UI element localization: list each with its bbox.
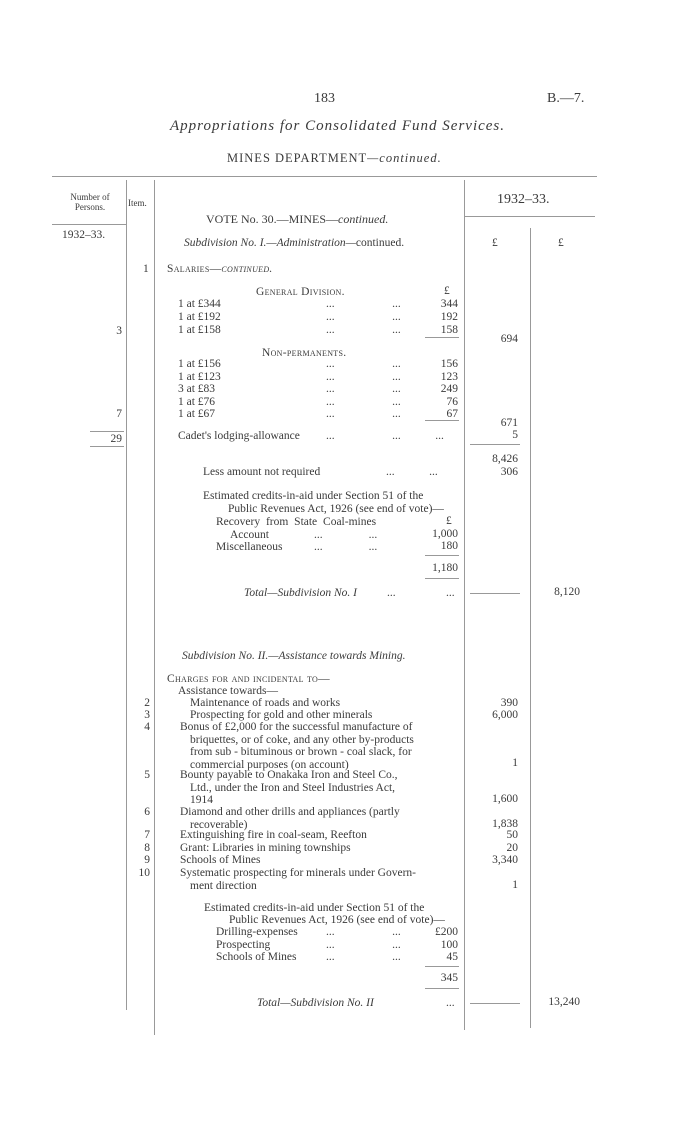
persons-total-rule-2 bbox=[90, 446, 124, 447]
dots: ... bbox=[392, 383, 401, 395]
subdivision-1-continued: continued. bbox=[355, 237, 405, 249]
salary-row-dots bbox=[326, 311, 401, 324]
salary-row-label: 1 at £76 bbox=[178, 396, 216, 408]
credit-recovery-label: Recovery from State Coal-mines bbox=[216, 516, 377, 528]
item-number: 2 bbox=[144, 697, 150, 709]
page-heading: Appropriations for Consolidated Fund Services. bbox=[170, 118, 506, 134]
non-permanents-heading: Non-permanents. bbox=[262, 347, 347, 359]
non-permanents-total: 671 bbox=[500, 417, 518, 429]
department-continued: —continued. bbox=[367, 151, 442, 165]
credit-recovery-label-2: Account bbox=[230, 529, 269, 541]
general-division-persons: 3 bbox=[116, 325, 122, 337]
pound-sign-col1: £ bbox=[492, 237, 498, 249]
item-number-1: 1 bbox=[143, 263, 149, 275]
credit-row-dots bbox=[326, 926, 401, 939]
cadet-allowance-label: Cadet's lodging-allowance bbox=[178, 430, 300, 442]
total-subdivision-2-amount: 13,240 bbox=[548, 996, 580, 1008]
pound-sign-inner: £ bbox=[444, 285, 450, 297]
salary-row-label: 1 at £344 bbox=[178, 298, 221, 310]
total-subdivision-2-label: Total—Subdivision No. II bbox=[257, 997, 374, 1009]
item-number: 5 bbox=[144, 769, 150, 781]
item-description-line: from sub - bituminous or brown - coal slack, for bbox=[190, 746, 412, 758]
non-permanents-persons: 7 bbox=[116, 408, 122, 420]
dots: ... bbox=[392, 951, 401, 963]
item-column-rule bbox=[154, 180, 155, 1035]
dots: ... bbox=[392, 939, 401, 951]
dots: ... bbox=[392, 298, 401, 310]
credit-row-dots bbox=[326, 951, 401, 964]
year-header-rule bbox=[465, 216, 595, 217]
salary-row-label: 1 at £123 bbox=[178, 371, 221, 383]
less-amount-value: 306 bbox=[500, 466, 518, 478]
subdivision-1-title bbox=[184, 237, 404, 250]
vote-title bbox=[206, 213, 388, 226]
total-sub2-dots: ... bbox=[446, 997, 455, 1009]
dots: ... bbox=[314, 541, 323, 553]
salary-row-amount: 192 bbox=[440, 311, 458, 323]
assistance-heading: Assistance towards— bbox=[178, 685, 278, 697]
item-description-line: Ltd., under the Iron and Steel Industries Act, bbox=[190, 781, 396, 794]
total-subdivision-1-label: Total—Subdivision No. I bbox=[244, 587, 357, 599]
department-name: MINES DEPARTMENT bbox=[227, 151, 368, 165]
dots: ... bbox=[326, 396, 335, 408]
column-header-persons: Number of Persons. bbox=[70, 192, 110, 212]
credit-row-label: Drilling-expenses bbox=[216, 926, 298, 938]
item-description-line: Prospecting for gold and other minerals bbox=[190, 709, 373, 721]
dots: ... bbox=[326, 939, 335, 951]
dots: ... bbox=[435, 430, 444, 442]
pound-sign-credits: £ bbox=[446, 515, 452, 527]
credits-2-line-2: Public Revenues Act, 1926 (see end of vote)— bbox=[229, 914, 445, 926]
page-number: 183 bbox=[314, 91, 335, 106]
credit-row-label: Prospecting bbox=[216, 939, 271, 951]
dots: ... bbox=[326, 311, 335, 323]
general-division-heading: General Division. bbox=[256, 286, 345, 298]
item-number: 9 bbox=[144, 854, 150, 866]
salary-row-dots bbox=[326, 383, 401, 396]
item-description-line: Maintenance of roads and works bbox=[190, 697, 341, 709]
total-sub2-dash bbox=[470, 1003, 520, 1004]
dots: ... bbox=[392, 371, 401, 383]
item-amount: 390 bbox=[500, 697, 518, 709]
salary-row-amount: 156 bbox=[440, 358, 458, 370]
subdivision-1-gross: 8,426 bbox=[492, 453, 518, 465]
salary-row-amount: 67 bbox=[446, 408, 458, 420]
department-title bbox=[227, 152, 442, 165]
dots: ... bbox=[392, 408, 401, 420]
non-permanents-subtotal-rule bbox=[425, 420, 459, 421]
dots: ... bbox=[429, 466, 438, 478]
dots: ... bbox=[326, 951, 335, 963]
persons-year-label: 1932–33. bbox=[62, 229, 106, 241]
credits-1-total-rule-bottom bbox=[425, 578, 459, 579]
dots: ... bbox=[326, 298, 335, 310]
credit-misc-amount: 180 bbox=[440, 540, 458, 552]
document-reference: B.—7. bbox=[547, 91, 585, 106]
less-dots bbox=[386, 466, 438, 479]
item-description-line: Bounty payable to Onakaka Iron and Steel Co., bbox=[180, 769, 398, 781]
item-number: 6 bbox=[144, 806, 150, 818]
salary-row-amount: 123 bbox=[440, 371, 458, 383]
salaries-label: Salaries— bbox=[167, 263, 222, 275]
dots: ... bbox=[326, 358, 335, 370]
persons-total-rule bbox=[90, 431, 124, 432]
salary-row-label: 1 at £158 bbox=[178, 324, 221, 336]
salary-row-label: 1 at £156 bbox=[178, 358, 221, 370]
item-number: 10 bbox=[138, 867, 150, 879]
dots: ... bbox=[326, 324, 335, 336]
dots: ... bbox=[392, 926, 401, 938]
pound-sign-col2: £ bbox=[558, 237, 564, 249]
item-description-line: Diamond and other drills and appliances (partly bbox=[180, 806, 400, 818]
less-amount-label: Less amount not required bbox=[203, 466, 321, 478]
credit-row-amount: 45 bbox=[446, 951, 458, 963]
credit-misc-label: Miscellaneous bbox=[216, 541, 283, 553]
salary-row-label: 1 at £192 bbox=[178, 311, 221, 323]
dots: ... bbox=[314, 529, 323, 541]
item-number: 8 bbox=[144, 842, 150, 854]
item-number: 7 bbox=[144, 829, 150, 841]
dots: ... bbox=[368, 541, 378, 553]
charges-heading: Charges for and incidental to— bbox=[167, 673, 330, 685]
dots: ... bbox=[392, 324, 401, 336]
total-sub1-dash bbox=[470, 593, 520, 594]
dots: ... bbox=[368, 529, 378, 541]
credit-row-amount: £200 bbox=[435, 926, 458, 938]
salary-row-label: 1 at £67 bbox=[178, 408, 216, 420]
item-description-line: 1914 bbox=[190, 794, 213, 806]
salaries-heading bbox=[167, 263, 273, 276]
subdivision-2-title: Subdivision No. II.—Assistance towards Mining. bbox=[182, 650, 406, 662]
credits-1-line-2: Public Revenues Act, 1926 (see end of vote)— bbox=[228, 503, 444, 515]
dots: ... bbox=[392, 311, 401, 323]
credit-recovery-amount: 1,000 bbox=[432, 528, 458, 540]
dots: ... bbox=[392, 358, 401, 370]
credit-misc-dots bbox=[314, 541, 377, 554]
salary-row-dots bbox=[326, 298, 401, 311]
credits-1-total-rule-top bbox=[425, 555, 459, 556]
item-amount: 1 bbox=[512, 879, 518, 891]
general-division-subtotal-rule bbox=[425, 337, 459, 338]
salary-row-dots bbox=[326, 408, 401, 421]
table-top-rule bbox=[52, 176, 597, 177]
item-description-line: recoverable) bbox=[190, 818, 248, 831]
salary-row-dots bbox=[326, 324, 401, 337]
item-description-line: Extinguishing fire in coal-seam, Reefton bbox=[180, 829, 367, 841]
credits-2-total: 345 bbox=[440, 972, 458, 984]
salary-row-amount: 249 bbox=[440, 383, 458, 395]
dots: ... bbox=[326, 383, 335, 395]
item-description-line: Grant: Libraries in mining townships bbox=[180, 842, 351, 854]
dots: ... bbox=[386, 466, 395, 478]
persons-header-rule bbox=[52, 224, 127, 225]
credit-row-label: Schools of Mines bbox=[216, 951, 297, 963]
total-subdivision-1-amount: 8,120 bbox=[554, 586, 580, 598]
item-amount: 1 bbox=[512, 757, 518, 769]
credits-2-total-rule-bottom bbox=[425, 988, 459, 989]
dots: ... bbox=[326, 371, 335, 383]
item-description-line: Schools of Mines bbox=[180, 854, 261, 866]
total-sub1-dots-2: ... bbox=[446, 587, 455, 599]
item-amount: 20 bbox=[506, 842, 518, 854]
total-sub1-dots: ... bbox=[387, 587, 396, 599]
credits-1-total: 1,180 bbox=[432, 562, 458, 574]
amount-column-rule-mid bbox=[530, 228, 531, 1028]
gross-total-rule bbox=[470, 444, 520, 445]
cadet-allowance-amount: 5 bbox=[512, 429, 518, 441]
credits-2-total-rule-top bbox=[425, 966, 459, 967]
item-number: 3 bbox=[144, 709, 150, 721]
credits-2-line-1: Estimated credits-in-aid under Section 51 of the bbox=[204, 902, 425, 914]
persons-column-rule bbox=[126, 180, 127, 1010]
salary-row-label: 3 at £83 bbox=[178, 383, 216, 395]
item-amount: 1,838 bbox=[492, 818, 518, 830]
column-header-year: 1932–33. bbox=[497, 192, 550, 207]
salary-row-dots bbox=[326, 358, 401, 371]
item-description-line: Bonus of £2,000 for the successful manufacture of bbox=[180, 721, 413, 733]
cadet-dots bbox=[326, 430, 444, 443]
dots: ... bbox=[326, 408, 335, 420]
item-amount: 1,600 bbox=[492, 793, 518, 805]
item-description-line: briquettes, or of coke, and any other by-products bbox=[190, 733, 414, 746]
credit-row-amount: 100 bbox=[440, 939, 458, 951]
dots: ... bbox=[326, 926, 335, 938]
salaries-continued: continued. bbox=[221, 263, 273, 275]
salary-row-amount: 76 bbox=[446, 396, 458, 408]
dots: ... bbox=[392, 396, 401, 408]
dots: ... bbox=[392, 430, 401, 442]
item-description-line: Systematic prospecting for minerals under Govern- bbox=[180, 867, 417, 879]
item-description-line: commercial purposes (on account) bbox=[190, 758, 349, 771]
column-header-item: Item. bbox=[128, 198, 147, 208]
salary-row-amount: 344 bbox=[440, 298, 458, 310]
item-amount: 3,340 bbox=[492, 854, 518, 866]
amount-column-rule-left bbox=[464, 180, 465, 1030]
item-number: 4 bbox=[144, 721, 150, 733]
total-persons: 29 bbox=[110, 433, 122, 445]
item-description-line: ment direction bbox=[190, 879, 257, 892]
item-amount: 6,000 bbox=[492, 709, 518, 721]
subdivision-1-title-text: Subdivision No. I.—Administration— bbox=[184, 237, 356, 249]
vote-title-text: VOTE No. 30.—MINES— bbox=[206, 212, 338, 226]
credits-1-line-1: Estimated credits-in-aid under Section 51 of the bbox=[203, 490, 424, 502]
vote-title-continued: continued. bbox=[338, 212, 389, 226]
general-division-total: 694 bbox=[500, 333, 518, 345]
salary-row-amount: 158 bbox=[440, 324, 458, 336]
item-amount: 50 bbox=[506, 829, 518, 841]
dots: ... bbox=[326, 430, 335, 442]
